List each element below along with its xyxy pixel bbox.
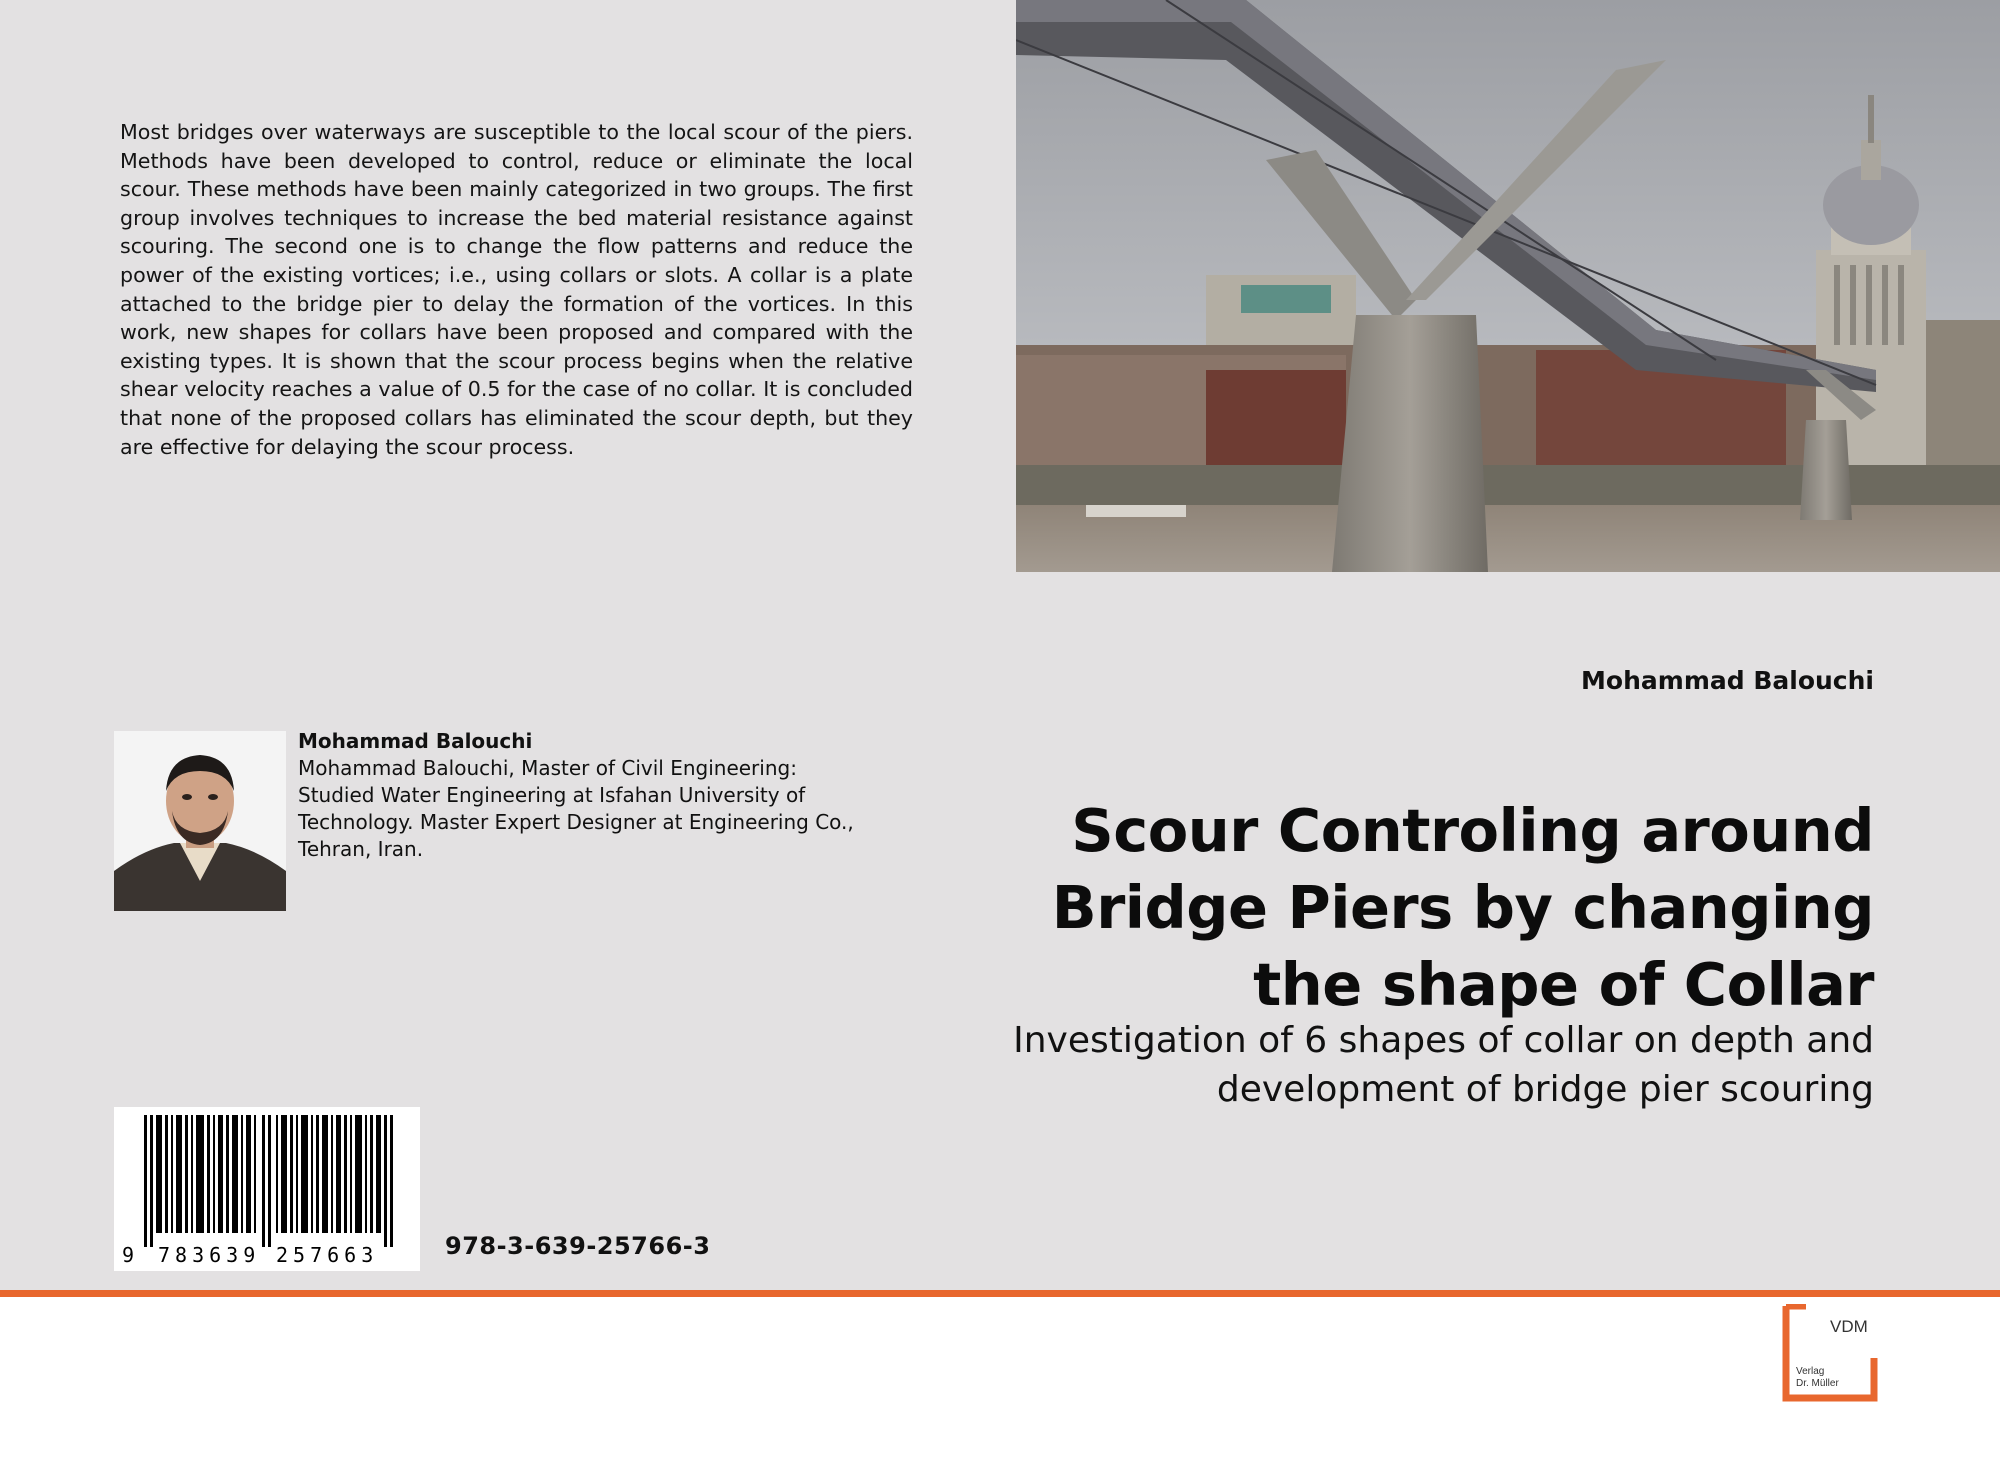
bottom-white-band: [0, 1297, 2000, 1462]
book-subtitle: Investigation of 6 shapes of collar on depth and development of bridge pier scouring: [1013, 1020, 1874, 1110]
orange-divider: [0, 1290, 2000, 1297]
vdm-logo-line2: Dr. Müller: [1796, 1378, 1839, 1389]
barcode-digits-left: 783639: [158, 1243, 261, 1267]
vdm-logo-line1: Verlag: [1796, 1366, 1825, 1377]
author-photo: [114, 731, 286, 911]
author-name-back: Mohammad Balouchi: [298, 729, 533, 753]
isbn-barcode: [114, 1107, 420, 1271]
barcode-digit-first: 9: [122, 1243, 135, 1267]
vdm-publisher-logo: [1782, 1304, 1878, 1402]
cover-photo: [1016, 0, 2000, 572]
author-bio: Mohammad Balouchi, Master of Civil Engineering: Studied Water Engineering at Isfahan University of Technology. Master Expert Designer at Engineering Co., Tehran, Iran.: [298, 756, 854, 861]
barcode-digits-right: 257663: [276, 1243, 379, 1267]
vdm-logo-text: VDM: [1830, 1317, 1868, 1336]
back-cover-abstract: Most bridges over waterways are susceptible to the local scour of the piers. Methods have been developed to control, reduce or eliminate the local scour. These methods have been mainly categorized in two groups. The first group involves techniques to increase the bed material resistance against scouring. The second one is to change the flow patterns and reduce the power of the existing vortices; i.e., using collars or slots. A collar is a plate attached to the bridge pier to delay the formation of the vortices. In this work, new shapes for collars have been proposed and compared with the existing types. It is shown that the scour process begins when the relative shear velocity reaches a value of 0.5 for the case of no collar. It is concluded that none of the proposed collars has eliminated the scour depth, but they are effective for delaying the scour process.: [120, 120, 913, 459]
isbn-number: 978-3-639-25766-3: [445, 1232, 711, 1260]
author-name-front: Mohammad Balouchi: [1581, 666, 1874, 695]
book-title: Scour Controling around Bridge Piers by changing the shape of Collar: [1051, 796, 1874, 1019]
